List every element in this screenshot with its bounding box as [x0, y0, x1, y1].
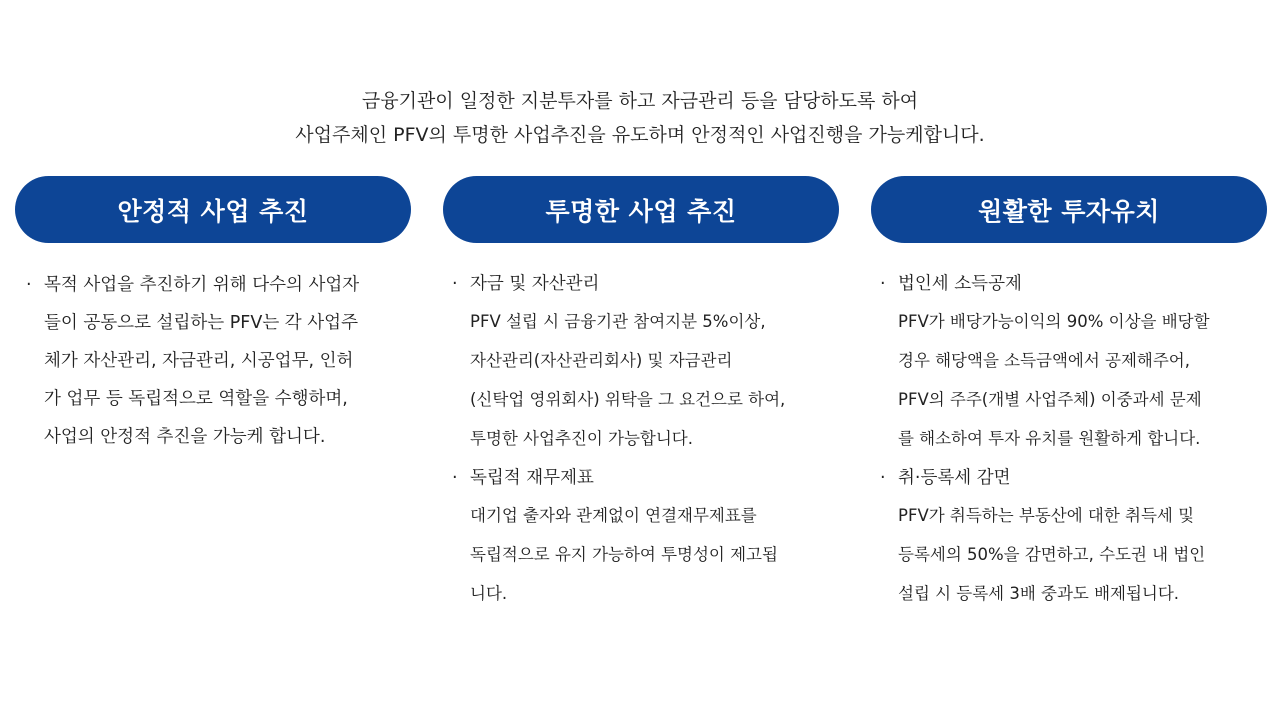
column-1-line-4: 가 업무 등 독립적으로 역할을 수행하며,	[44, 389, 348, 409]
body-line: PFV 설립 시 금융기관 참여지분 5%이상,	[470, 312, 766, 331]
bullet-icon: ·	[452, 274, 458, 294]
pill-investment-attraction: 원활한 투자유치	[871, 176, 1267, 243]
body-line: 독립적으로 유지 가능하여 투명성이 제고됩	[470, 545, 778, 564]
group-independent-financials	[452, 460, 822, 613]
body-line: 를 해소하여 투자 유치를 원활하게 합니다.	[898, 429, 1201, 448]
bullet-heading: · 취·등록세 감면	[880, 460, 1250, 496]
body-line: (신탁업 영위회사) 위탁을 그 요건으로 하여,	[470, 390, 786, 409]
group-acquisition-tax-reduction	[880, 460, 1250, 613]
body-line: 자산관리(자산관리회사) 및 자금관리	[470, 351, 733, 370]
group-corporate-tax-deduction	[880, 266, 1250, 458]
column-1-line-1: · 목적 사업을 추진하기 위해 다수의 사업자	[26, 266, 416, 304]
body-line: 경우 해당액을 소득금액에서 공제해주어,	[898, 351, 1190, 370]
intro-line-2: 사업주체인 PFV의 투명한 사업추진을 유도하며 안정적인 사업진행을 가능케합니다.	[295, 124, 985, 146]
column-stable-project	[26, 266, 416, 456]
bullet-heading: · 법인세 소득공제	[880, 266, 1250, 302]
body-line: 설립 시 등록세 3배 중과도 배제됩니다.	[898, 584, 1180, 603]
bullet-icon: ·	[880, 274, 886, 294]
intro-line-1: 금융기관이 일정한 지분투자를 하고 자금관리 등을 담당하도록 하여	[361, 90, 919, 112]
bullet-icon: ·	[452, 468, 458, 488]
bullet-heading: · 독립적 재무제표	[452, 460, 822, 496]
pill-transparent-project: 투명한 사업 추진	[443, 176, 839, 243]
group-fund-asset-management	[452, 266, 822, 458]
column-1-line-3: 체가 자산관리, 자금관리, 시공업무, 인허	[44, 351, 354, 371]
column-transparent-project	[452, 266, 822, 615]
body-line: PFV의 주주(개별 사업주체) 이중과세 문제	[898, 390, 1202, 409]
body-line: 대기업 출자와 관계없이 연결재무제표를	[470, 506, 757, 525]
body-line: PFV가 배당가능이익의 90% 이상을 배당할	[898, 312, 1210, 331]
body-line: 등록세의 50%을 감면하고, 수도권 내 법인	[898, 545, 1206, 564]
body-line: 투명한 사업추진이 가능합니다.	[470, 429, 693, 448]
body-line: PFV가 취득하는 부동산에 대한 취득세 및	[898, 506, 1195, 525]
intro-text	[0, 84, 1280, 152]
pill-stable-project: 안정적 사업 추진	[15, 176, 411, 243]
bullet-heading: · 자금 및 자산관리	[452, 266, 822, 302]
column-1-line-2: 들이 공동으로 설립하는 PFV는 각 사업주	[44, 313, 358, 333]
body-line: 니다.	[470, 584, 508, 603]
column-investment-attraction	[880, 266, 1250, 615]
bullet-icon: ·	[880, 468, 886, 488]
column-1-line-5: 사업의 안정적 추진을 가능케 합니다.	[44, 427, 326, 447]
bullet-icon: ·	[26, 275, 32, 295]
